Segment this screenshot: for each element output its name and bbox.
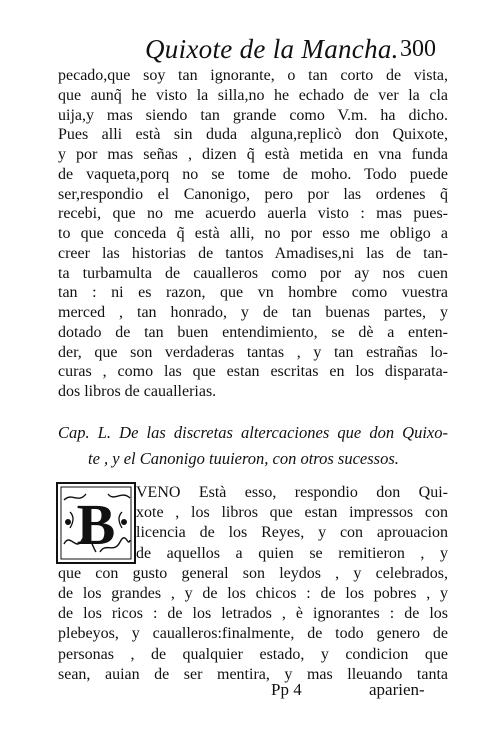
chapter-heading-line: te , y el Canonigo tuuieron, con otros sucessos.	[88, 449, 399, 468]
page-header	[0, 34, 500, 68]
page-number: 300	[400, 36, 436, 62]
text-line: licencia de los Reyes, y con aprouacion	[136, 524, 448, 542]
running-title: Quixote de la Mancha.	[145, 34, 399, 64]
text-line: dotado de tan buen entendimiento, se dè a enten-	[58, 323, 448, 341]
chapter-heading	[58, 420, 448, 472]
text-line: de aquellos a quien se remitieron , y	[136, 544, 448, 562]
text-line: to que conceda q̃ està alli, no por esso me obligo a	[58, 225, 448, 242]
text-line: que con gusto general son leydos , y celebrados,	[58, 564, 448, 582]
drop-cap-letter: B	[76, 492, 116, 557]
text-line: uija,y mas siendo tan grande como V.m. ha dicho.	[58, 106, 448, 124]
body-text	[58, 66, 448, 402]
text-line: que aunq̃ he visto la silla,no he echado de ver la cla	[58, 86, 448, 104]
text-line: Pues alli està sin duda alguna,replicò don Quixote,	[58, 126, 448, 144]
text-line: de los grandes , y de los chicos : de los pobres , y	[58, 584, 448, 602]
text-line: merced , tan honrado, y de tan buenas partes, y	[58, 304, 448, 321]
text-line: dos libros de cauallerias.	[58, 383, 217, 400]
text-line: plebeyos, y caualleros:finalmente, de todo genero de	[58, 625, 448, 643]
text-line: ta turbamulta de caualleros como por ay nos cuen	[58, 264, 448, 282]
text-line: de los ricos : de los letrados , è ignorantes : de los	[58, 605, 448, 623]
text-line: curas , como las que estan escritas en los disparata-	[58, 363, 448, 381]
catchword: aparien-	[369, 680, 425, 699]
text-line: pecado,que soy tan ignorante, o tan corto de vista,	[58, 67, 448, 84]
text-line: ser,respondio el Canonigo, pero por las ordenes q̃	[58, 185, 448, 203]
text-line: xote , los libros que estan impressos con	[136, 504, 448, 522]
signature-mark: Pp 4	[271, 680, 302, 699]
text-line: recebi, que no me acuerdo auerla visto : mas pues-	[58, 205, 448, 223]
text-line: personas , de qualquier estado, y condicion que	[58, 645, 448, 663]
text-line: y por mas señas , dizen q̃ està metida en vna funda	[58, 146, 448, 163]
text-line: creer las historias de tantos Amadises,ni las de tan-	[58, 244, 448, 262]
text-line: sean, auian de ser mentira, y mas lleuando tanta	[58, 665, 448, 683]
page-footer	[0, 680, 500, 706]
chapter-text	[58, 483, 448, 685]
text-line: de vaqueta,porq no se tome de moho. Todo puede	[58, 165, 448, 183]
chapter-heading-line: Cap. L. De las discretas altercaciones que don Quixo-	[58, 423, 448, 442]
text-line: VENO Està esso, respondio don Qui-	[136, 484, 448, 501]
text-line: der, que son verdaderas tantas , y tan estrañas lo-	[58, 343, 448, 361]
text-line: tan : ni es razon, que vn hombre como vuestra	[58, 284, 448, 302]
